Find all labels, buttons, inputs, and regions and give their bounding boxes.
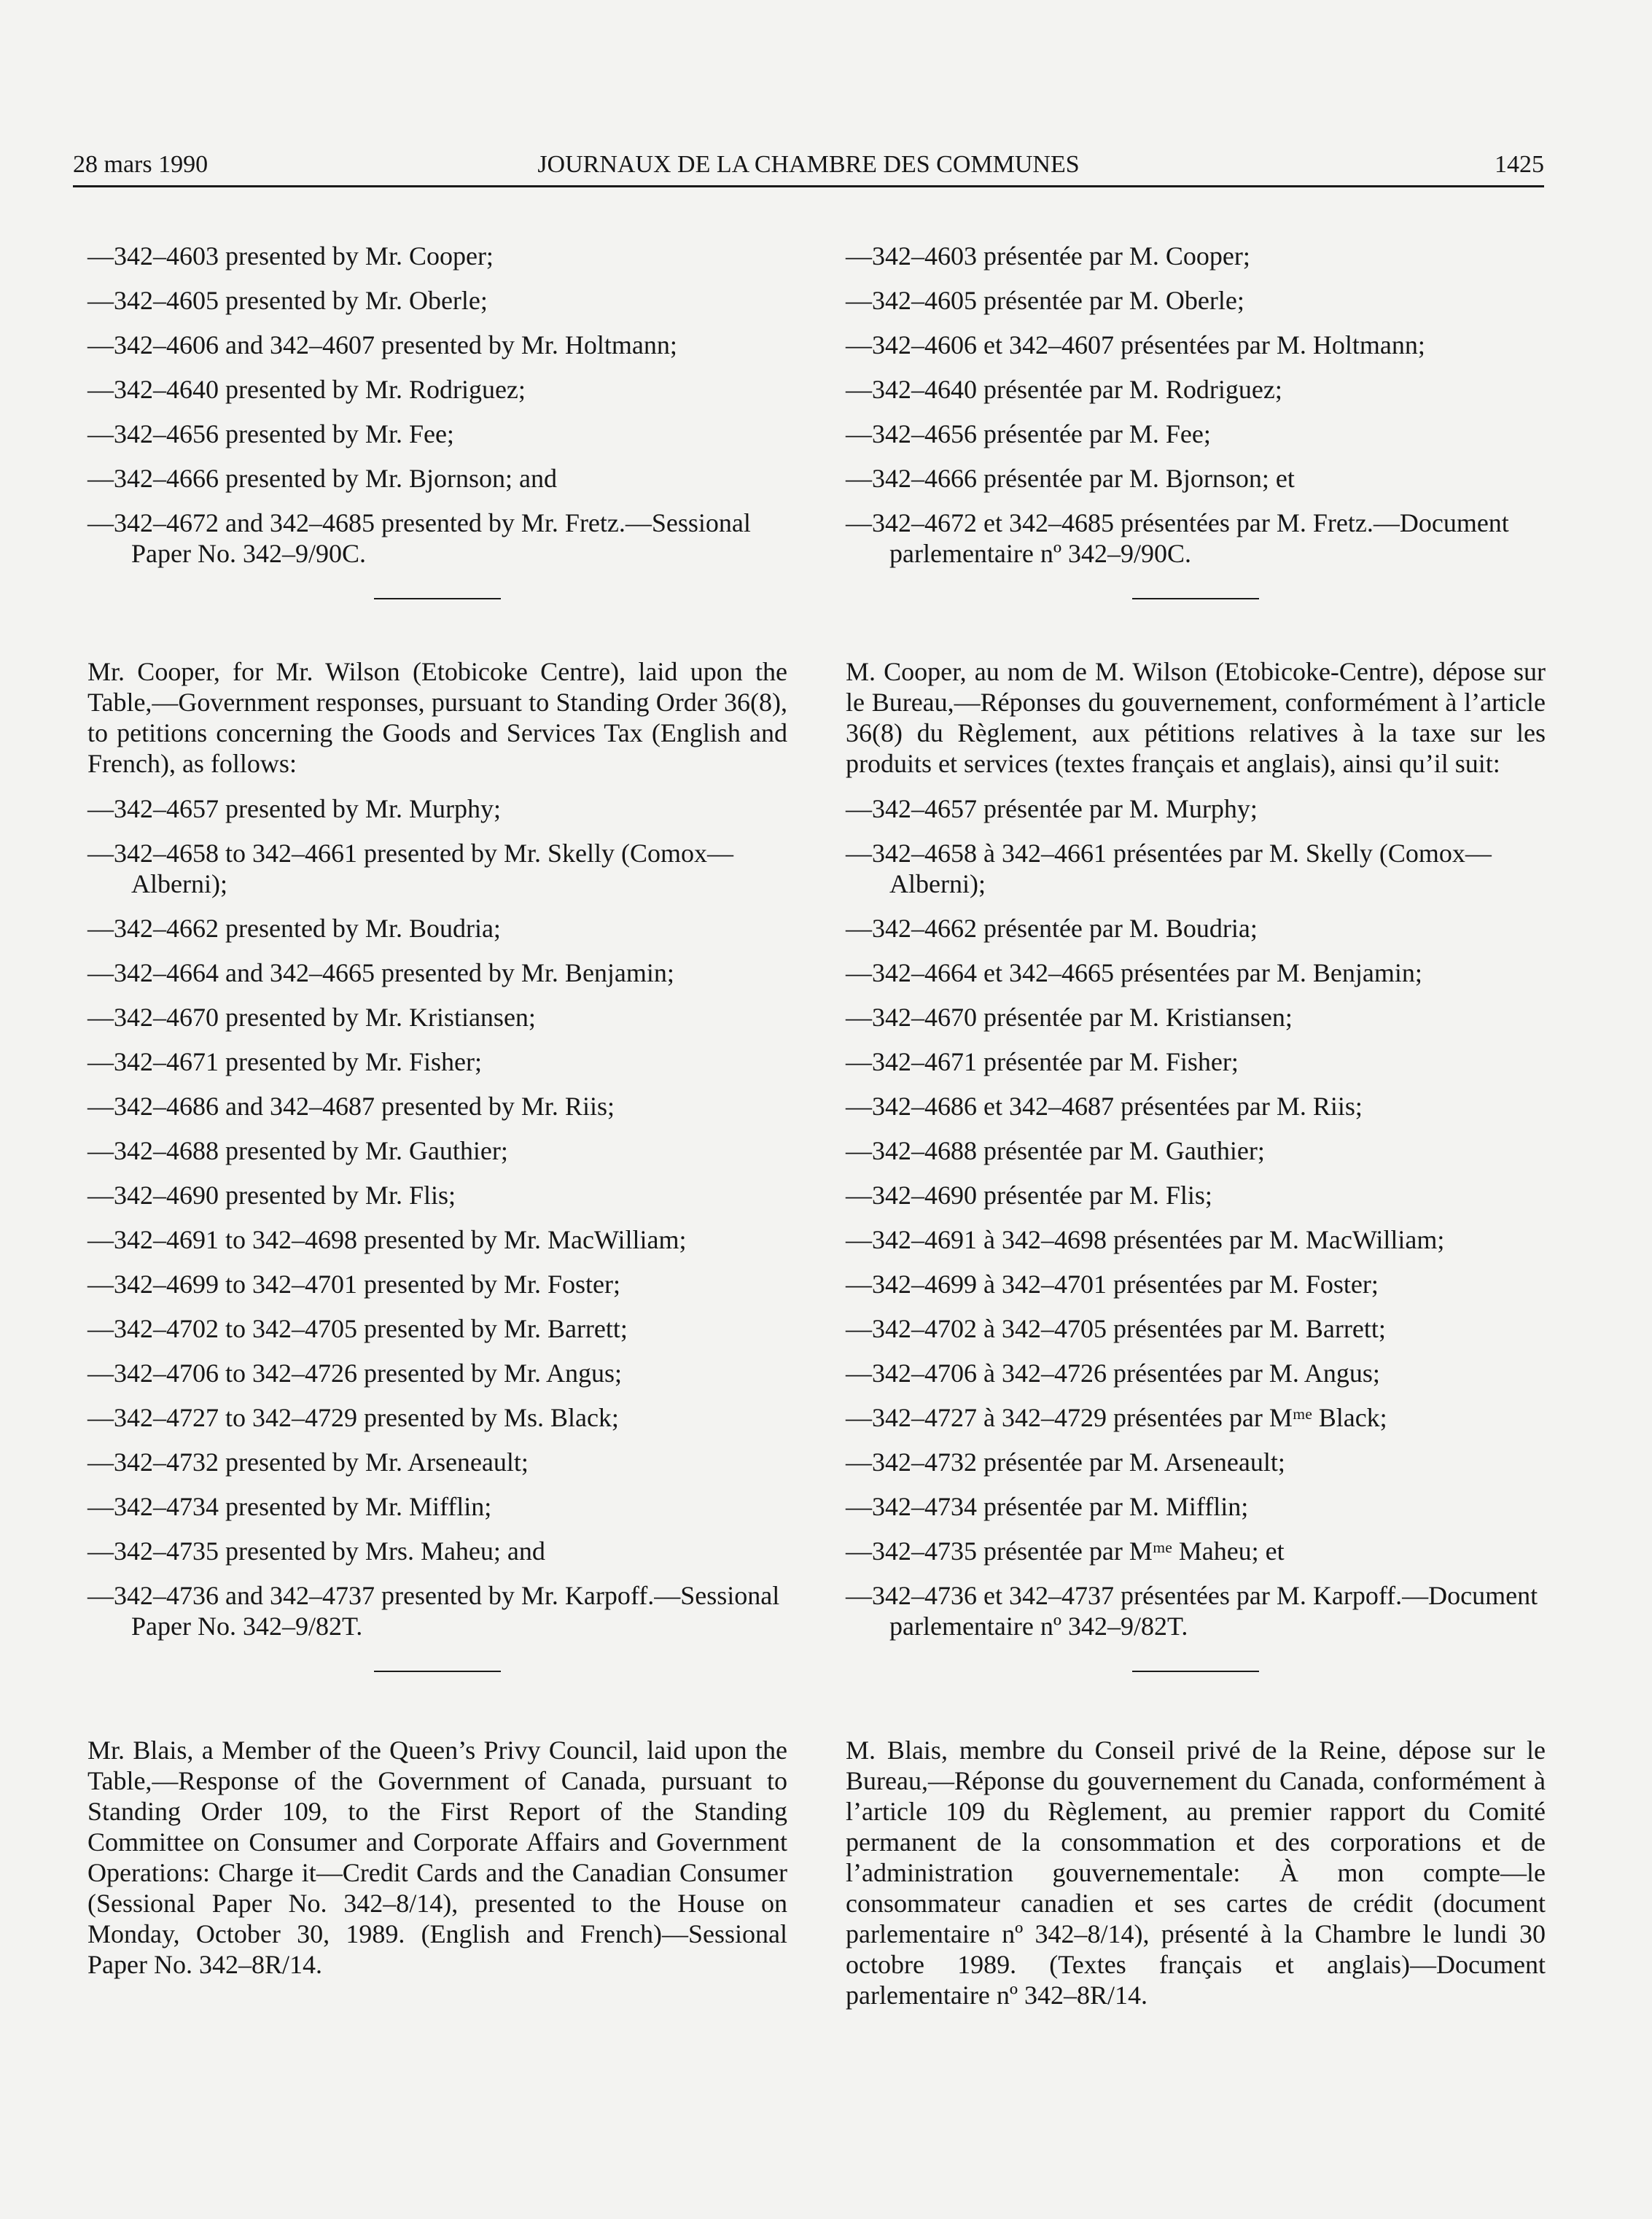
list-item: —342–4664 and 342–4665 presented by Mr. Benjamin;	[87, 958, 674, 987]
french-petition-list-1	[846, 241, 1546, 569]
list-item: —342–4734 presented by Mr. Mifflin;	[87, 1492, 492, 1521]
list-item: —342–4732 presented by Mr. Arseneault;	[87, 1447, 529, 1477]
section-divider	[374, 598, 501, 599]
list-item: —342–4657 présentée par M. Murphy;	[846, 794, 1258, 823]
list-item: —342–4690 présentée par M. Flis;	[846, 1181, 1212, 1210]
list-item: —342–4666 presented by Mr. Bjornson; and	[87, 464, 557, 493]
list-item: —342–4656 presented by Mr. Fee;	[87, 419, 454, 448]
list-item: —342–4735 presented by Mrs. Maheu; and	[87, 1536, 545, 1566]
list-item: —342–4691 to 342–4698 presented by Mr. MacWilliam;	[87, 1225, 687, 1254]
english-paragraph-responses: Mr. Cooper, for Mr. Wilson (Etobicoke Centre), laid upon the Table,—Government responses, pursuant to Standing Order 36(8), to petitions concerning the Goods and Services Tax (English and French), as follows:	[87, 657, 787, 778]
list-item: —342–4670 presented by Mr. Kristiansen;	[87, 1003, 536, 1032]
list-item: —342–4672 and 342–4685 presented by Mr. Fretz.—Sessional Paper No. 342–9/90C.	[87, 508, 751, 568]
list-item: —342–4727 to 342–4729 presented by Ms. Black;	[87, 1403, 619, 1432]
list-item: —342–4690 presented by Mr. Flis;	[87, 1181, 456, 1210]
list-item: —342–4686 and 342–4687 presented by Mr. Riis;	[87, 1092, 615, 1121]
list-item: —342–4688 présentée par M. Gauthier;	[846, 1136, 1265, 1165]
french-paragraph-responses: M. Cooper, au nom de M. Wilson (Etobicoke-Centre), dépose sur le Bureau,—Réponses du gouvernement, conformément à l’article 36(8) du Règlement, aux pétitions relatives à la taxe sur les produits et services (textes français et anglais), ainsi qu’il suit:	[846, 657, 1546, 778]
list-item: —342–4736 et 342–4737 présentées par M. Karpoff.—Document parlementaire nº 342–9/82T.	[846, 1581, 1538, 1641]
list-item: —342–4656 présentée par M. Fee;	[846, 419, 1211, 448]
list-item: —342–4671 présentée par M. Fisher;	[846, 1047, 1239, 1076]
list-item: —342–4691 à 342–4698 présentées par M. MacWilliam;	[846, 1225, 1445, 1254]
list-item: —342–4606 and 342–4607 presented by Mr. Holtmann;	[87, 330, 677, 360]
list-item: —342–4671 presented by Mr. Fisher;	[87, 1047, 482, 1076]
list-item: —342–4662 présentée par M. Boudria;	[846, 914, 1258, 943]
list-item: —342–4640 présentée par M. Rodriguez;	[846, 375, 1282, 404]
english-column	[87, 241, 787, 1980]
list-item: —342–4699 à 342–4701 présentées par M. Foster;	[846, 1270, 1379, 1299]
list-item: —342–4658 à 342–4661 présentées par M. Skelly (Comox—Alberni);	[846, 839, 1492, 898]
list-item: —342–4688 presented by Mr. Gauthier;	[87, 1136, 508, 1165]
list-item: —342–4606 et 342–4607 présentées par M. Holtmann;	[846, 330, 1425, 360]
list-item: —342–4603 presented by Mr. Cooper;	[87, 241, 494, 271]
english-petition-list-2	[87, 793, 787, 1641]
section-divider	[1132, 598, 1259, 599]
list-item: —342–4702 to 342–4705 presented by Mr. Barrett;	[87, 1314, 628, 1343]
list-item: —342–4686 et 342–4687 présentées par M. Riis;	[846, 1092, 1363, 1121]
list-item: —342–4699 to 342–4701 presented by Mr. Foster;	[87, 1270, 620, 1299]
list-item: —342–4735 présentée par Mᵐᵉ Maheu; et	[846, 1536, 1285, 1566]
list-item: —342–4603 présentée par M. Cooper;	[846, 241, 1250, 271]
english-petition-list-1	[87, 241, 787, 569]
french-column	[846, 241, 1546, 2010]
list-item: —342–4640 presented by Mr. Rodriguez;	[87, 375, 526, 404]
list-item: —342–4706 à 342–4726 présentées par M. Angus;	[846, 1359, 1380, 1388]
list-item: —342–4664 et 342–4665 présentées par M. Benjamin;	[846, 958, 1422, 987]
list-item: —342–4662 presented by Mr. Boudria;	[87, 914, 501, 943]
english-paragraph-blais: Mr. Blais, a Member of the Queen’s Privy Council, laid upon the Table,—Response of the Government of Canada, pursuant to Standing Order 109, to the First Report of the Standing Committee on Consumer and Corporate Affairs and Government Operations: Charge it—Credit Cards and the Canadian Consumer (Sessional Paper No. 342–8/14), presented to the House on Monday, October 30, 1989. (English and French)—Sessional Paper No. 342–8R/14.	[87, 1736, 787, 1979]
french-paragraph-blais: M. Blais, membre du Conseil privé de la Reine, dépose sur le Bureau,—Réponse du gouvernement du Canada, conformément à l’article 109 du Règlement, au premier rapport du Comité permanent de la consommation et des corporations et de l’administration gouvernementale: À mon compte—le consommateur canadien et ses cartes de crédit (document parlementaire nº 342–8/14), présenté à la Chambre le lundi 30 octobre 1989. (Textes français et anglais)—Document parlementaire nº 342–8R/14.	[846, 1736, 1546, 2010]
list-item: —342–4658 to 342–4661 presented by Mr. Skelly (Comox—Alberni);	[87, 839, 733, 898]
list-item: —342–4732 présentée par M. Arseneault;	[846, 1447, 1285, 1477]
list-item: —342–4706 to 342–4726 presented by Mr. Angus;	[87, 1359, 622, 1388]
header-title: JOURNAUX DE LA CHAMBRE DES COMMUNES	[537, 151, 1080, 178]
list-item: —342–4702 à 342–4705 présentées par M. Barrett;	[846, 1314, 1386, 1343]
list-item: —342–4670 présentée par M. Kristiansen;	[846, 1003, 1293, 1032]
section-divider	[374, 1671, 501, 1672]
list-item: —342–4727 à 342–4729 présentées par Mᵐᵉ Black;	[846, 1403, 1387, 1432]
page-header	[73, 150, 1544, 187]
french-petition-list-2	[846, 793, 1546, 1641]
list-item: —342–4666 présentée par M. Bjornson; et	[846, 464, 1295, 493]
section-divider	[1132, 1671, 1259, 1672]
list-item: —342–4605 présentée par M. Oberle;	[846, 286, 1244, 315]
list-item: —342–4672 et 342–4685 présentées par M. Fretz.—Document parlementaire nº 342–9/90C.	[846, 508, 1509, 568]
list-item: —342–4605 presented by Mr. Oberle;	[87, 286, 488, 315]
page-number: 1425	[1495, 151, 1544, 178]
list-item: —342–4657 presented by Mr. Murphy;	[87, 794, 501, 823]
list-item: —342–4734 présentée par M. Mifflin;	[846, 1492, 1249, 1521]
header-date: 28 mars 1990	[73, 151, 209, 178]
list-item: —342–4736 and 342–4737 presented by Mr. Karpoff.—Sessional Paper No. 342–9/82T.	[87, 1581, 780, 1641]
